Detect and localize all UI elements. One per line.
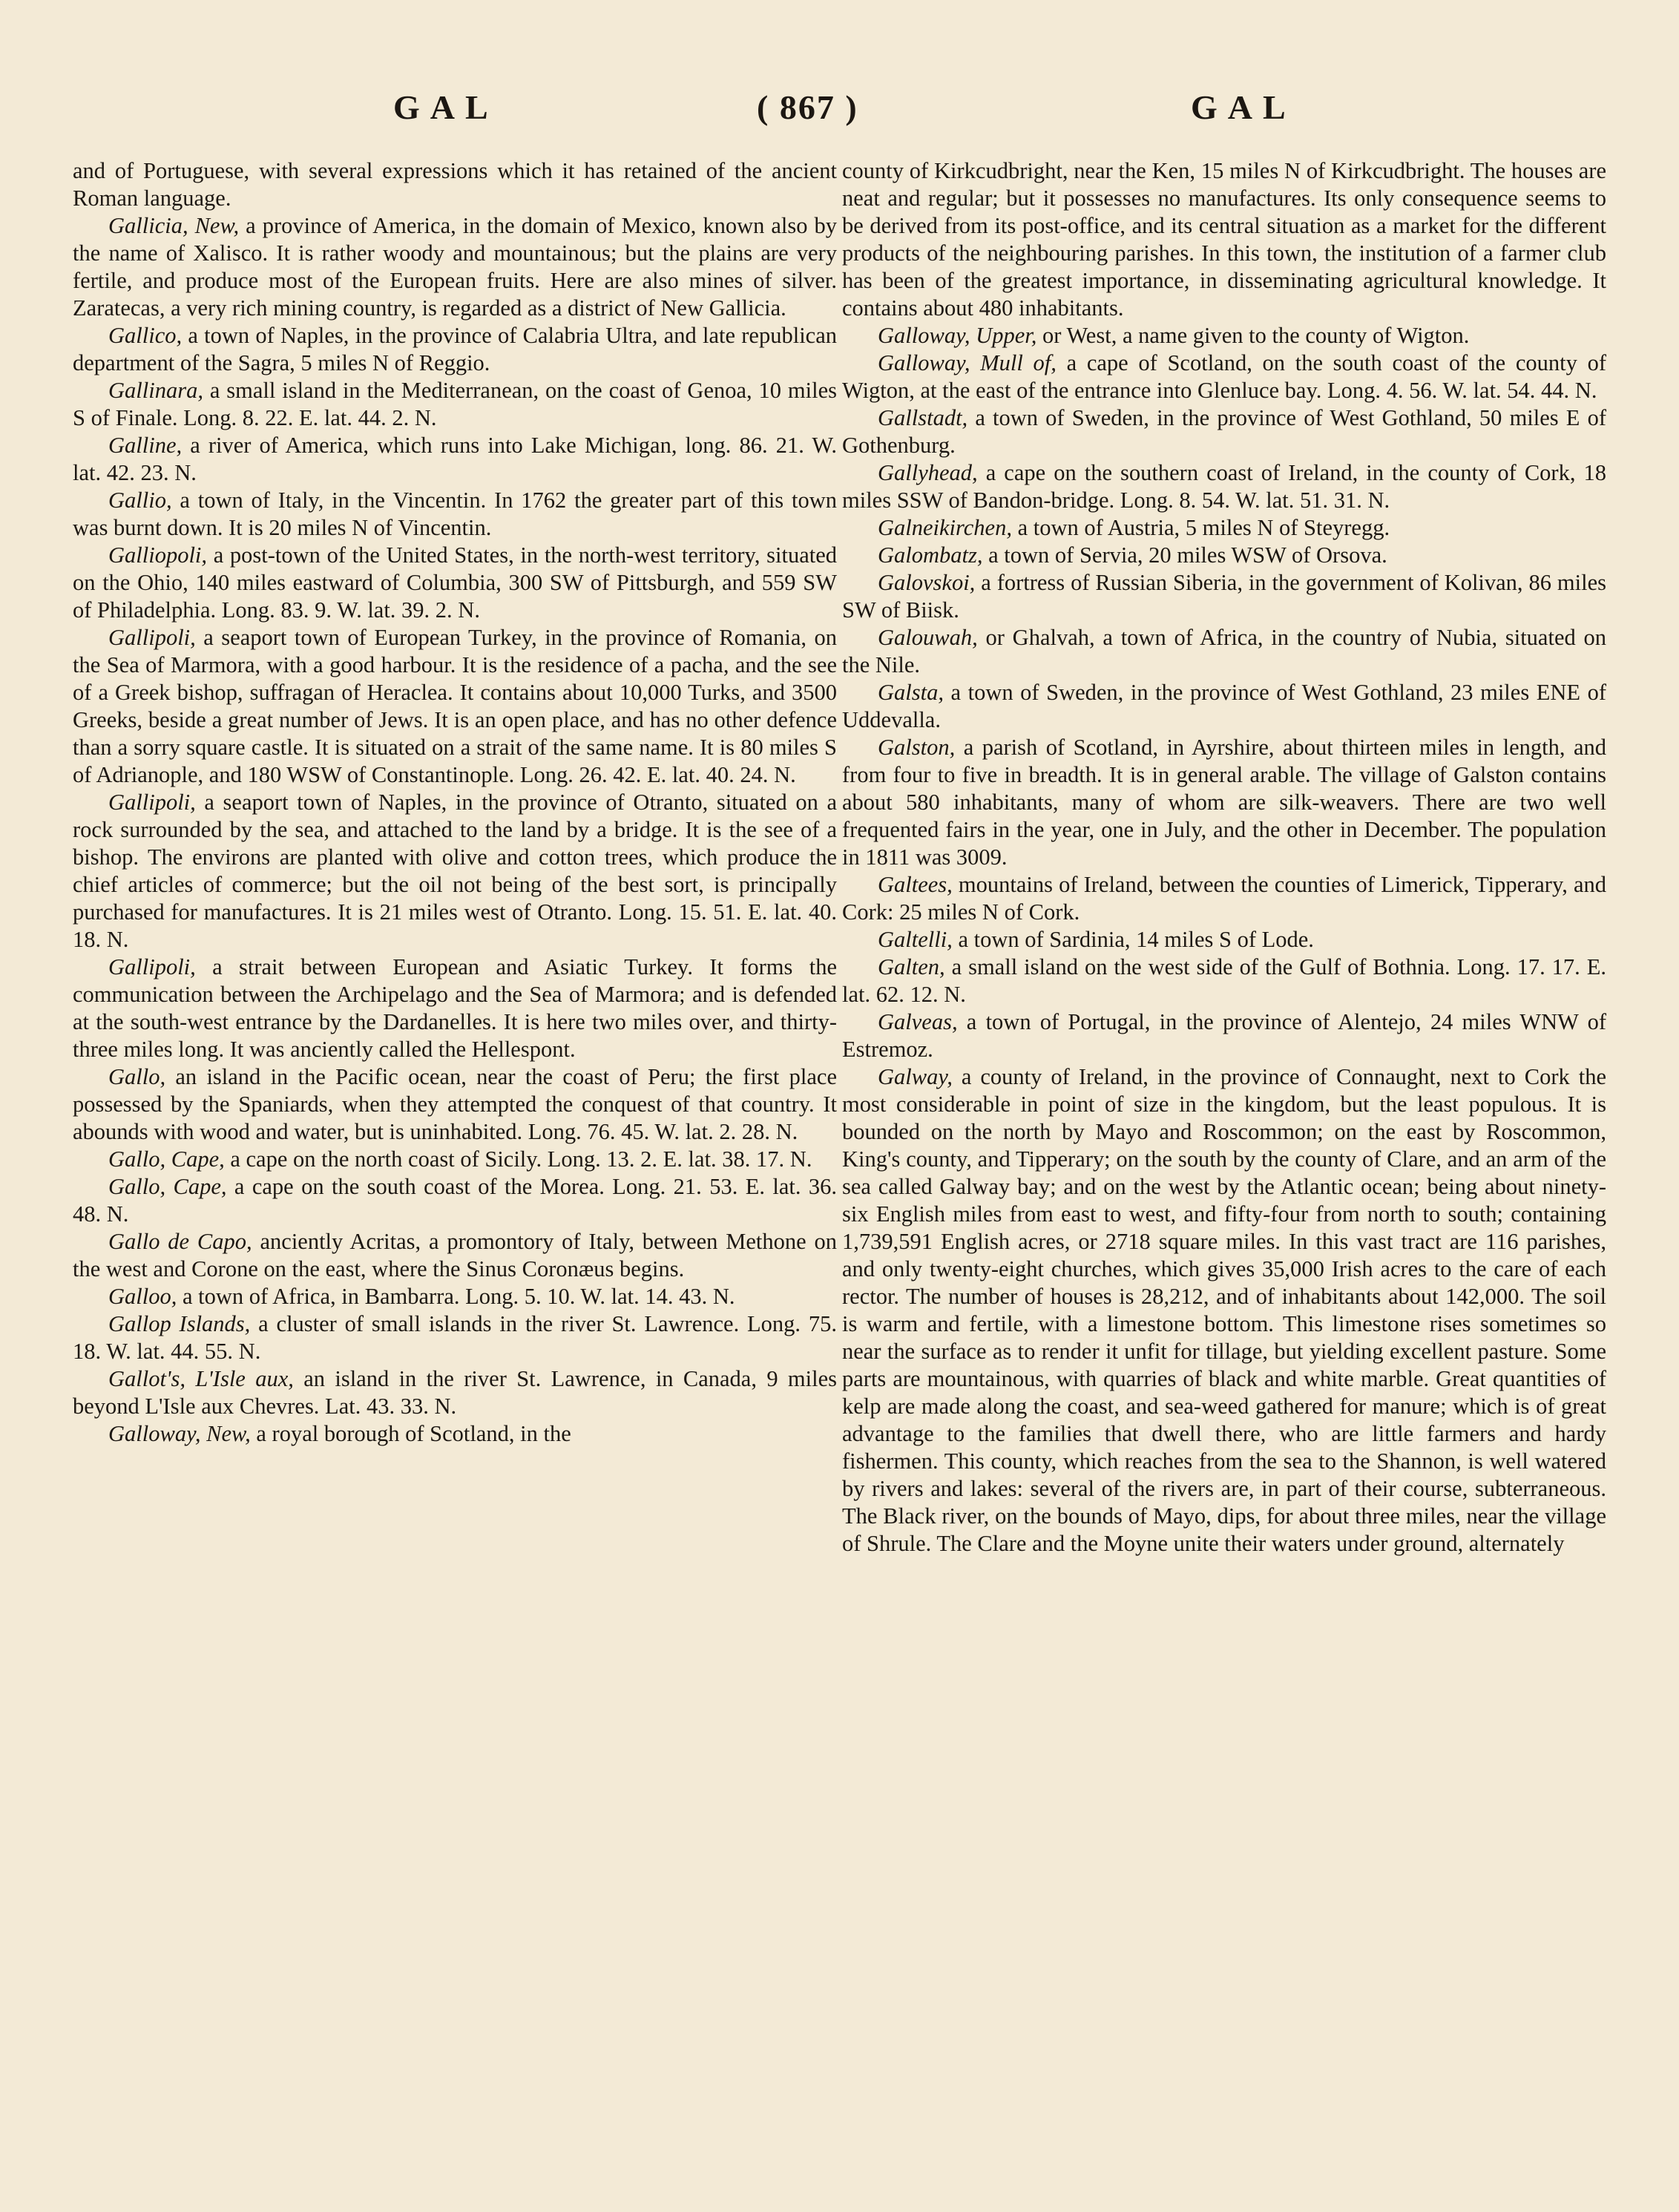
entry-headword: Galliopoli, — [108, 542, 208, 568]
entry-headword: Gallipoli, — [108, 954, 196, 979]
entry-text: a river of America, which runs into Lake Michigan, long. 86. 21. W. lat. 42. 23. N. — [73, 433, 837, 485]
gazetteer-entry — [73, 1310, 837, 1365]
entry-headword: Gallinara, — [108, 378, 203, 403]
entry-text: a town of Sweden, in the province of West Gothland, 50 miles E of Gothenburg. — [842, 405, 1606, 458]
entry-text: mountains of Ireland, between the counties of Limerick, Tipperary, and Cork: 25 miles N of Cork. — [842, 872, 1606, 925]
entry-text: a cape on the southern coast of Ireland, in the county of Cork, 18 miles SSW of Bandon-bridge. Long. 8. 54. W. lat. 51. 31. N. — [842, 460, 1606, 513]
gazetteer-entry — [842, 404, 1606, 459]
gazetteer-entry — [842, 624, 1606, 679]
entry-headword: Galloo, — [108, 1284, 177, 1309]
gazetteer-entry — [73, 377, 837, 432]
gazetteer-entry — [73, 1283, 837, 1310]
entry-headword: Galouwah, — [878, 625, 978, 650]
entry-text: a cape of Scotland, on the south coast of the county of Wigton, at the east of the entrance into Glenluce bay. Long. 4. 56. W. lat. 54. 44. N. — [842, 350, 1606, 403]
entry-headword: Gallipoli, — [108, 625, 196, 650]
gazetteer-entry — [73, 542, 837, 624]
entry-text: a strait between European and Asiatic Turkey. It forms the communication between the Archipelago and the Sea of Marmora; and is defended at the south-west entrance by the Dardanelles. It is here two miles over, and thirty-three miles long. It was anciently called the Hellespont. — [73, 954, 837, 1062]
entry-headword: Galveas, — [878, 1009, 958, 1034]
entry-headword: Gallo, Cape, — [108, 1146, 225, 1172]
gazetteer-entry — [73, 1420, 837, 1448]
entry-headword: Galtees, — [878, 872, 953, 897]
gazetteer-entry — [73, 1365, 837, 1420]
gazetteer-entry — [73, 1173, 837, 1228]
gazetteer-entry — [842, 1008, 1606, 1063]
gazetteer-entry — [73, 1146, 837, 1173]
entry-text: or Ghalvah, a town of Africa, in the country of Nubia, situated on the Nile. — [842, 625, 1606, 677]
entry-text: an island in the river St. Lawrence, in Canada, 9 miles beyond L'Isle aux Chevres. Lat. 43. 33. N. — [73, 1366, 838, 1419]
entry-headword: Galston, — [878, 735, 956, 760]
entry-text: a town of Naples, in the province of Calabria Ultra, and late republican department of the Sagra, 5 miles N of Reggio. — [73, 323, 837, 375]
entry-headword: Galten, — [878, 954, 945, 979]
entry-text: a seaport town of European Turkey, in the province of Romania, on the Sea of Marmora, with a good harbour. It is the residence of a pacha, and the see of a Greek bishop, suffragan of Heraclea. It contains about 10,000 Turks, and 3500 Greeks, beside a great number of Jews. It is an open place, and has no other defence than a sorry square castle. It is situated on a strait of the same name. It is 80 miles S of Adrianople, and 180 WSW of Constantinople. Long. 26. 42. E. lat. 40. 24. N. — [73, 625, 837, 787]
left-column — [73, 157, 837, 1448]
gazetteer-entry — [73, 322, 837, 377]
header-left-guide-word: GAL — [393, 88, 499, 126]
entry-text: a province of America, in the domain of Mexico, known also by the name of Xalisco. It is rather woody and mountainous; but the plains are very fertile, and produce most of the European fruits. Here are also mines of silver. Zaratecas, a very rich mining country, is regarded as a district of New Gallicia. — [73, 213, 837, 321]
entry-text: a county of Ireland, in the province of Connaught, next to Cork the most considerable in point of size in the kingdom, but the least populous. It is bounded on the north by Mayo and Roscommon; on the east by Roscommon, King's county, and Tipperary; on the south by the county of Clare, and an arm of the sea called Galway bay; and on the west by the Atlantic ocean; being about ninety-six English miles from east to west, and fifty-four from north to south; containing 1,739,591 English acres, or 2718 square miles. In this vast tract are 116 parishes, and only twenty-eight churches, which gives 35,000 Irish acres to the care of each rector. The number of houses is 28,212, and of inhabitants about 142,000. The soil is warm and fertile, with a limestone bottom. This limestone rises sometimes so near the surface as to render it unfit for tillage, but yielding excellent pasture. Some parts are mountainous, with quarries of black and white marble. Great quantities of kelp are made along the coast, and sea-weed gathered for manure; which is of great advantage to the families that dwell there, who are little farmers and hardy fishermen. This county, which reaches from the sea to the Shannon, is well watered by rivers and lakes: several of the rivers are, in part of their course, subterraneous. The Black river, on the bounds of Mayo, dips, for about three miles, near the village of Shrule. The Clare and the Moyne unite their waters under ground, alternately — [842, 1064, 1606, 1556]
entry-text: a town of Servia, 20 miles WSW of Orsova. — [982, 542, 1387, 568]
entry-text: anciently Acritas, a promontory of Italy, between Methone on the west and Corone on the east, where the Sinus Coronæus begins. — [73, 1229, 837, 1281]
page-number: ( 867 ) — [757, 88, 858, 126]
entry-headword: Galline, — [108, 433, 183, 458]
entry-text: or West, a name given to the county of Wigton. — [1036, 323, 1470, 348]
entry-text: a parish of Scotland, in Ayrshire, about thirteen miles in length, and from four to five in breadth. It is in general arable. The village of Galston contains about 580 inhabitants, many of whom are silk-weavers. There are two well frequented fairs in the year, one in July, and the other in December. The population in 1811 was 3009. — [842, 735, 1606, 870]
entry-text: a cape on the north coast of Sicily. Long. 13. 2. E. lat. 38. 17. N. — [224, 1146, 812, 1172]
gazetteer-entry — [842, 569, 1606, 624]
entry-headword: Galneikirchen, — [878, 515, 1012, 540]
entry-text: a town of Sardinia, 14 miles S of Lode. — [952, 927, 1314, 952]
entry-text: a small island on the west side of the Gulf of Bothnia. Long. 17. 17. E. lat. 62. 12. N. — [842, 954, 1606, 1007]
entry-headword: Gallstadt, — [878, 405, 968, 430]
gazetteer-entry — [842, 734, 1606, 871]
entry-text: a fortress of Russian Siberia, in the government of Kolivan, 86 miles SW of Biisk. — [842, 570, 1606, 623]
entry-headword: Gallot's, L'Isle aux, — [108, 1366, 294, 1391]
gazetteer-entry — [842, 322, 1606, 349]
gazetteer-entry — [842, 954, 1606, 1008]
entry-headword: Gallicia, New, — [108, 213, 240, 238]
entry-headword: Gallipoli, — [108, 790, 196, 815]
entry-text: a cape on the south coast of the Morea. Long. 21. 53. E. lat. 36. 48. N. — [73, 1174, 837, 1227]
gazetteer-entry — [73, 1228, 837, 1283]
entry-headword: Galloway, New, — [108, 1421, 251, 1446]
gazetteer-entry — [73, 789, 837, 954]
gazetteer-entry — [73, 954, 837, 1063]
entry-text: a seaport town of Naples, in the province of Otranto, situated on a rock surrounded by the sea, and attached to the land by a bridge. It is the see of a bishop. The environs are planted with olive and cotton trees, which produce the chief articles of commerce; but the oil not being of the best sort, is principally purchased for manufactures. It is 21 miles west of Otranto. Long. 15. 51. E. lat. 40. 18. N. — [73, 790, 837, 952]
gazetteer-entry — [842, 459, 1606, 514]
entry-text: a town of Africa, in Bambarra. Long. 5. 10. W. lat. 14. 43. N. — [177, 1284, 735, 1309]
entry-text: a royal borough of Scotland, in the — [250, 1421, 571, 1446]
entry-text: a town of Austria, 5 miles N of Steyregg. — [1011, 515, 1390, 540]
entry-headword: Galombatz, — [878, 542, 983, 568]
entry-text: an island in the Pacific ocean, near the coast of Peru; the first place possessed by the Spaniards, when they attempted the conquest of that country. It abounds with wood and water, but is uninhabited. Long. 76. 45. W. lat. 2. 28. N. — [73, 1064, 837, 1144]
header-right-guide-word: GAL — [1191, 88, 1296, 126]
gazetteer-entry — [842, 349, 1606, 404]
gazetteer-entry — [73, 1063, 837, 1146]
entry-text: and of Portuguese, with several expressions which it has retained of the ancient Roman language. — [73, 158, 837, 211]
entry-headword: Galtelli, — [878, 927, 953, 952]
entry-headword: Gallo, Cape, — [108, 1174, 227, 1199]
right-column — [842, 157, 1606, 1558]
entry-text: a small island in the Mediterranean, on the coast of Genoa, 10 miles S of Finale. Long. 8. 22. E. lat. 44. 2. N. — [73, 378, 837, 430]
entry-text: a town of Italy, in the Vincentin. In 1762 the greater part of this town was burnt down. It is 20 miles N of Vincentin. — [73, 488, 837, 540]
entry-headword: Galovskoi, — [878, 570, 976, 595]
entry-headword: Galway, — [878, 1064, 953, 1089]
entry-text: a town of Sweden, in the province of West Gothland, 23 miles ENE of Uddevalla. — [842, 680, 1606, 732]
gazetteer-entry — [73, 624, 837, 789]
entry-text: a post-town of the United States, in the north-west territory, situated on the Ohio, 140 miles eastward of Columbia, 300 SW of Pittsburgh, and 559 SW of Philadelphia. Long. 83. 9. W. lat. 39. 2. N. — [73, 542, 837, 623]
running-header — [0, 88, 1679, 140]
entry-headword: Galsta, — [878, 680, 944, 705]
gazetteer-entry — [73, 212, 837, 322]
gazetteer-entry — [842, 679, 1606, 734]
entry-text: a town of Portugal, in the province of Alentejo, 24 miles WNW of Estremoz. — [842, 1009, 1606, 1062]
entry-headword: Galloway, Mull of, — [878, 350, 1057, 375]
entry-headword: Gallo, — [108, 1064, 166, 1089]
entry-text: county of Kirkcudbright, near the Ken, 15 miles N of Kirkcudbright. The houses are neat and regular; but it possesses no manufactures. Its only consequence seems to be derived from its post-office, and its central situation as a market for the different products of the neighbouring parishes. In this town, the institution of a farmer club has been of the greatest importance, in disseminating agricultural knowledge. It contains about 480 inhabitants. — [842, 158, 1606, 321]
gazetteer-entry — [73, 157, 837, 212]
gazetteer-entry — [842, 926, 1606, 954]
gazetteer-entry — [842, 871, 1606, 926]
entry-headword: Galloway, Upper, — [878, 323, 1037, 348]
gazetteer-entry — [73, 432, 837, 487]
entry-headword: Gallop Islands, — [108, 1311, 251, 1336]
gazetteer-entry — [842, 157, 1606, 322]
gazetteer-entry — [73, 487, 837, 542]
entry-headword: Gallio, — [108, 488, 172, 513]
gazetteer-entry — [842, 1063, 1606, 1558]
gazetteer-entry — [842, 514, 1606, 542]
gazetteer-entry — [842, 542, 1606, 569]
entry-headword: Gallyhead, — [878, 460, 978, 485]
entry-headword: Gallo de Capo, — [108, 1229, 252, 1254]
entry-headword: Gallico, — [108, 323, 183, 348]
entry-text: a cluster of small islands in the river St. Lawrence. Long. 75. 18. W. lat. 44. 55. N. — [73, 1311, 838, 1364]
